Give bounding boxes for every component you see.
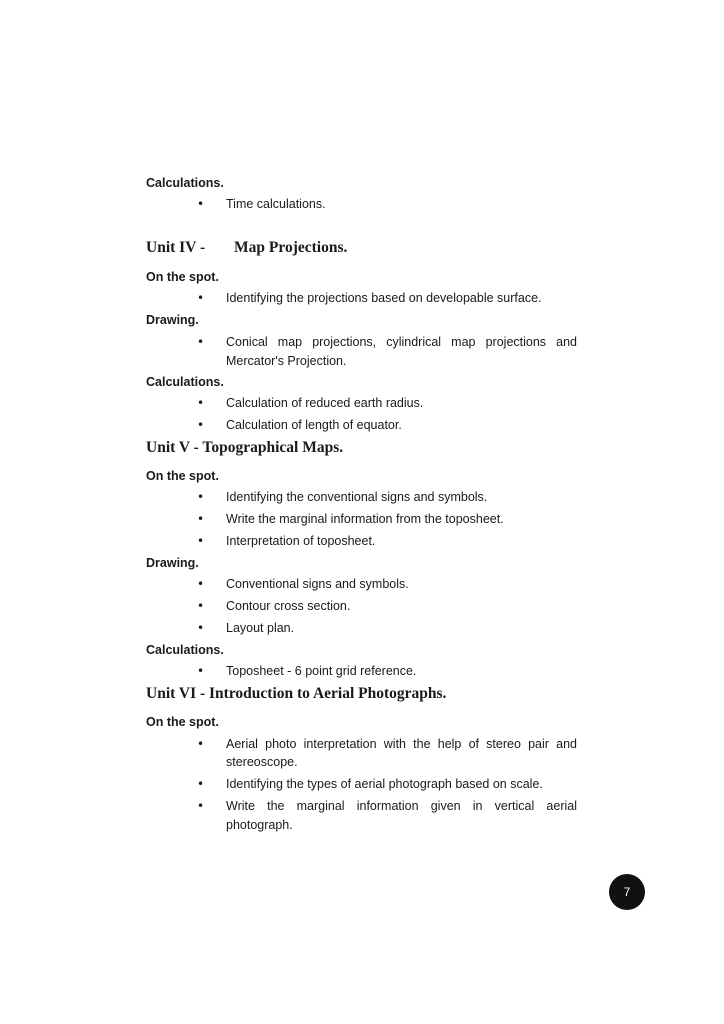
list-item bbox=[0, 577, 724, 595]
list-item bbox=[0, 664, 724, 682]
section-heading-drawing: Drawing. bbox=[146, 313, 199, 327]
list-item bbox=[0, 799, 724, 837]
bullet-icon: • bbox=[197, 599, 205, 613]
list-item-text: Time calculations. bbox=[226, 197, 326, 211]
list-item bbox=[0, 512, 724, 530]
list-item bbox=[0, 197, 724, 215]
bullet-icon: • bbox=[197, 418, 205, 432]
section-heading-drawing: Drawing. bbox=[146, 556, 199, 570]
unit-label: Unit IV - bbox=[146, 239, 206, 256]
list-item-text: Layout plan. bbox=[226, 621, 295, 635]
list-item-text: Calculation of reduced earth radius. bbox=[226, 396, 424, 410]
bullet-icon: • bbox=[197, 512, 205, 526]
list-item bbox=[0, 335, 724, 373]
bullet-icon: • bbox=[197, 291, 205, 305]
unit-heading-iv bbox=[146, 239, 348, 257]
list-item-text-continued: photograph. bbox=[226, 818, 293, 832]
list-item-text-continued: Mercator's Projection. bbox=[226, 354, 347, 368]
list-item bbox=[0, 534, 724, 552]
list-item bbox=[0, 621, 724, 639]
bullet-icon: • bbox=[197, 490, 205, 504]
page-number-badge: 7 bbox=[609, 874, 645, 910]
unit-title: Map Projections. bbox=[234, 239, 348, 256]
bullet-icon: • bbox=[197, 737, 205, 751]
section-heading-on-the-spot: On the spot. bbox=[146, 469, 219, 483]
list-item bbox=[0, 737, 724, 775]
bullet-icon: • bbox=[197, 396, 205, 410]
list-item bbox=[0, 396, 724, 414]
section-heading-calculations: Calculations. bbox=[146, 176, 224, 190]
bullet-icon: • bbox=[197, 664, 205, 678]
list-item bbox=[0, 599, 724, 617]
list-item bbox=[0, 490, 724, 508]
bullet-icon: • bbox=[197, 197, 205, 211]
list-item-text-continued: stereoscope. bbox=[226, 755, 298, 769]
bullet-icon: • bbox=[197, 799, 205, 813]
section-heading-on-the-spot: On the spot. bbox=[146, 270, 219, 284]
bullet-icon: • bbox=[197, 577, 205, 591]
list-item-text: Contour cross section. bbox=[226, 599, 351, 613]
bullet-icon: • bbox=[197, 335, 205, 349]
list-item-text: Calculation of length of equator. bbox=[226, 418, 402, 432]
list-item bbox=[0, 777, 724, 795]
unit-heading-v: Unit V - Topographical Maps. bbox=[146, 439, 344, 456]
list-item bbox=[0, 291, 724, 309]
list-item-text: Toposheet - 6 point grid reference. bbox=[226, 664, 417, 678]
bullet-icon: • bbox=[197, 621, 205, 635]
list-item-text: Aerial photo interpretation with the help of stereo pair and bbox=[226, 737, 577, 751]
section-heading-calculations: Calculations. bbox=[146, 643, 224, 657]
list-item-text: Identifying the conventional signs and symbols. bbox=[226, 490, 488, 504]
unit-heading-vi: Unit VI - Introduction to Aerial Photographs. bbox=[146, 685, 447, 702]
bullet-icon: • bbox=[197, 534, 205, 548]
list-item-text: Identifying the types of aerial photograph based on scale. bbox=[226, 777, 543, 791]
list-item-text: Write the marginal information from the toposheet. bbox=[226, 512, 504, 526]
section-heading-calculations: Calculations. bbox=[146, 375, 224, 389]
list-item-text: Conventional signs and symbols. bbox=[226, 577, 409, 591]
list-item-text: Interpretation of toposheet. bbox=[226, 534, 376, 548]
section-heading-on-the-spot: On the spot. bbox=[146, 715, 219, 729]
list-item-text: Write the marginal information given in vertical aerial bbox=[226, 799, 577, 813]
list-item-text: Identifying the projections based on developable surface. bbox=[226, 291, 542, 305]
list-item-text: Conical map projections, cylindrical map projections and bbox=[226, 335, 577, 349]
bullet-icon: • bbox=[197, 777, 205, 791]
list-item bbox=[0, 418, 724, 436]
